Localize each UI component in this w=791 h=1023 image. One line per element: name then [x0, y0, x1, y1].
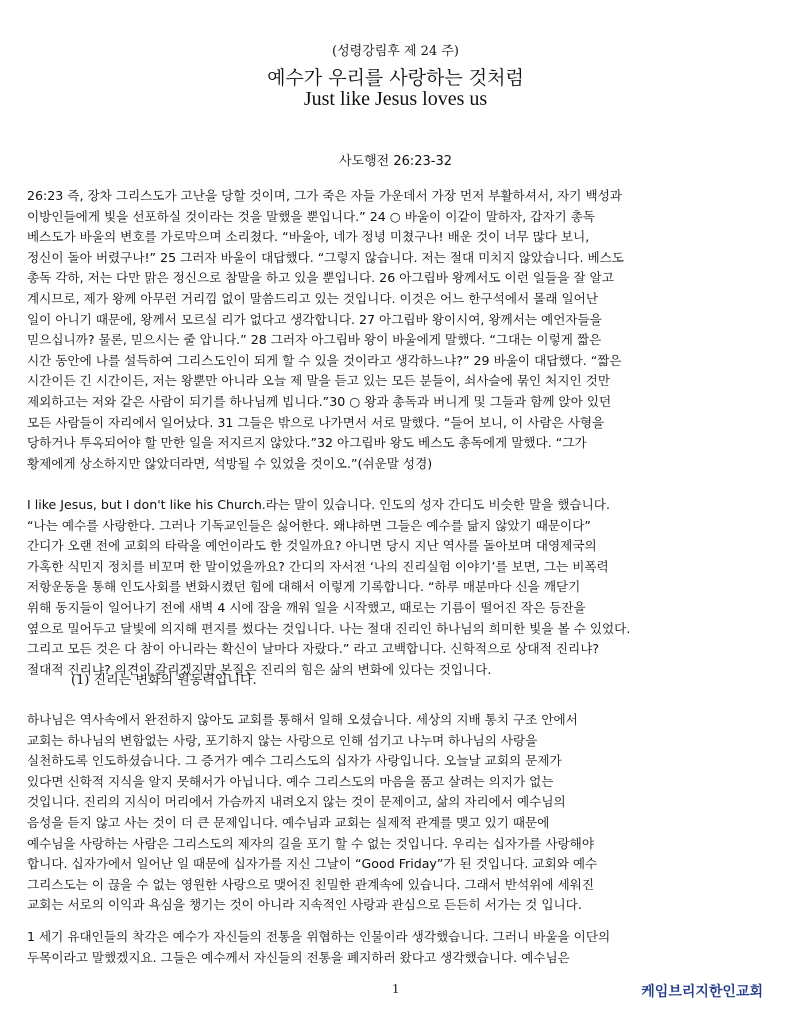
paragraph-church	[27, 710, 767, 916]
text-line: I like Jesus, but I don't like his Church.라는 말이 있습니다. 인도의 성자 간디도 비슷한 말을 했습니다.	[27, 497, 610, 512]
page-number: 1	[392, 982, 399, 997]
text-line: 것입니다. 진리의 지식이 머리에서 가슴까지 내려오지 않는 것이 문제이고, 삶의 자리에서 예수님의	[27, 794, 566, 810]
text-line: 두목이라고 말했겠지요. 그들은 예수께서 자신들의 전통을 폐지하러 왔다고 생각했습니다. 예수님은	[27, 949, 570, 965]
text-line: 저항운동을 통해 인도사회를 변화시켰던 힘에 대해서 이렇게 기록합니다. “하루 매분마다 신을 깨닫기	[27, 579, 581, 595]
text-line: 절대적 진리냐? 의견이 갈리겠지만 본질은 진리의 힘은 삶의 변화에 있다는 것입니다.	[27, 661, 492, 677]
sermon-subtitle: (성령강림후 제 24 주)	[332, 44, 459, 59]
text-line: 믿으십니까? 물론, 믿으시는 줄 압니다.” 28 그러자 아그립바 왕이 바울에게 말했다. “그대는 이렇게 짧은	[27, 332, 602, 348]
text-line: 교회는 서로의 이익과 욕심을 챙기는 것이 아니라 지속적인 사랑과 관심으로 든든히 서가는 것 입니다.	[27, 897, 582, 913]
text-line: 옆으로 밀어두고 달빛에 의지해 편지를 썼다는 것입니다. 나는 절대 진리인 하나님의 희미한 빛을 볼 수 있었다.	[27, 620, 631, 636]
paragraph-gandhi	[27, 495, 767, 680]
text-line: 제외하고는 저와 같은 사람이 되기를 하나님께 빕니다.”30 ○ 왕과 총독과 버니게 및 그들과 함께 앉아 있던	[27, 393, 612, 409]
text-line: 이방인들에게 빛을 선포하실 것이라는 것을 말했을 뿐입니다.” 24 ○ 바울이 이같이 말하자, 갑자기 총독	[27, 208, 596, 224]
text-line: 교회는 하나님의 변함없는 사랑, 포기하지 않는 사랑으로 인해 섬기고 나누며 하나님의 사랑을	[27, 732, 538, 748]
text-line: 있다면 신학적 지식을 알지 못해서가 아닙니다. 예수 그리스도의 마음을 품고 살려는 의지가 없는	[27, 773, 554, 789]
text-line: 모든 사람들이 자리에서 일어났다. 31 그들은 밖으로 나가면서 서로 말했다. “들어 보니, 이 사람은 사형을	[27, 414, 605, 430]
point-heading: (1) 진리는 변화의 원동력입니다.	[71, 673, 257, 688]
text-line: 일이 아니기 때문에, 왕께서 모르실 리가 없다고 생각합니다. 27 아그립바 왕이시여, 왕께서는 예언자들을	[27, 311, 602, 327]
text-line: “나는 예수를 사랑한다. 그러나 기독교인들은 싫어한다. 왜냐하면 그들은 예수를 닮지 않았기 때문이다”	[27, 517, 591, 533]
text-line: 음성을 듣지 않고 사는 것이 더 큰 문제입니다. 예수님과 교회는 실제적 관계를 맺고 있기 때문에	[27, 814, 550, 830]
sermon-title-korean: 예수가 우리를 사랑하는 것처럼	[267, 67, 524, 89]
text-line: 26:23 즉, 장차 그리스도가 고난을 당할 것이며, 그가 죽은 자들 가운데서 가장 먼저 부활하셔서, 자기 백성과	[27, 188, 622, 203]
sermon-title-english: Just like Jesus loves us	[303, 88, 488, 110]
text-line: 황제에게 상소하지만 않았더라면, 석방될 수 있었을 것이오.”(쉬운말 성경)	[27, 455, 433, 471]
text-line: 하나님은 역사속에서 완전하지 않아도 교회를 통해서 일해 오셨습니다. 세상의 지배 통치 구조 안에서	[27, 712, 578, 727]
text-line: 총독 각하, 저는 다만 맑은 정신으로 참말을 하고 있을 뿐입니다. 26 아그립바 왕께서도 이런 일들을 잘 알고	[27, 270, 614, 286]
text-line: 그리고 모든 것은 다 참이 아니라는 확신이 날마다 자랐다.” 라고 고백합니다. 신학적으로 상대적 진리냐?	[27, 641, 600, 657]
scripture-text	[27, 186, 767, 474]
text-line: 계시므로, 제가 왕께 아무런 거리낌 없이 말씀드리고 있는 것입니다. 이것은 어느 한구석에서 몰래 일어난	[27, 290, 599, 306]
text-line: 시간이든 긴 시간이든, 저는 왕뿐만 아니라 오늘 제 말을 듣고 있는 모든 분들이, 쇠사슬에 묶인 처지인 것만	[27, 373, 611, 389]
text-line: 1 세기 유대인들의 착각은 예수가 자신들의 전통을 위협하는 인물이라 생각했습니다. 그러니 바울을 이단의	[27, 929, 611, 944]
text-line: 가혹한 식민지 정치를 비꼬며 한 말이었을까요? 간디의 자서전 ‘나의 진리실험 이야기’를 보면, 그는 비폭력	[27, 558, 609, 574]
text-line: 베스도가 바울의 변호를 가로막으며 소리쳤다. “바울아, 네가 정녕 미쳤구나! 배운 것이 너무 많다 보니,	[27, 229, 590, 245]
text-line: 실천하도록 인도하셨습니다. 그 증거가 예수 그리스도의 십자가 사랑입니다. 오늘날 교회의 문제가	[27, 753, 562, 769]
text-line: 정신이 돌아 버렸구나!” 25 그러자 바울이 대답했다. “그렇지 않습니다. 저는 절대 미치지 않았습니다. 베스도	[27, 249, 624, 265]
scripture-reference: 사도행전 26:23-32	[338, 154, 453, 169]
paragraph-jews	[27, 927, 767, 968]
text-line: 간디가 오랜 전에 교회의 타락을 예언이라도 한 것일까요? 아니면 당시 지난 역사를 돌아보며 대영제국의	[27, 538, 597, 554]
text-line: 그리스도는 이 끊을 수 없는 영원한 사랑으로 맺어진 친밀한 관계속에 있습니다. 그래서 반석위에 세워진	[27, 876, 594, 892]
text-line: 위해 동지들이 일어나기 전에 새벽 4 시에 잠을 깨워 일을 시작했고, 때로는 기름이 떨어진 작은 등잔을	[27, 599, 586, 615]
church-name: 케임브리지한인교회	[641, 984, 763, 1000]
text-line: 시간 동안에 나를 설득하여 그리스도인이 되게 할 수 있을 것이라고 생각하느냐?” 29 바울이 대답했다. “짧은	[27, 352, 622, 368]
text-line: 당하거나 투옥되어야 할 만한 일을 저지르지 않았다.”32 아그립바 왕도 베스도 총독에게 말했다. “그가	[27, 435, 587, 451]
text-line: 합니다. 십자가에서 일어난 일 때문에 십자가를 지신 그날이 “Good Friday”가 된 것입니다. 교회와 예수	[27, 856, 598, 872]
text-line: 예수님을 사랑하는 사람은 그리스도의 제자의 길을 포기 할 수 없는 것입니다. 우리는 십자가를 사랑해야	[27, 835, 594, 851]
